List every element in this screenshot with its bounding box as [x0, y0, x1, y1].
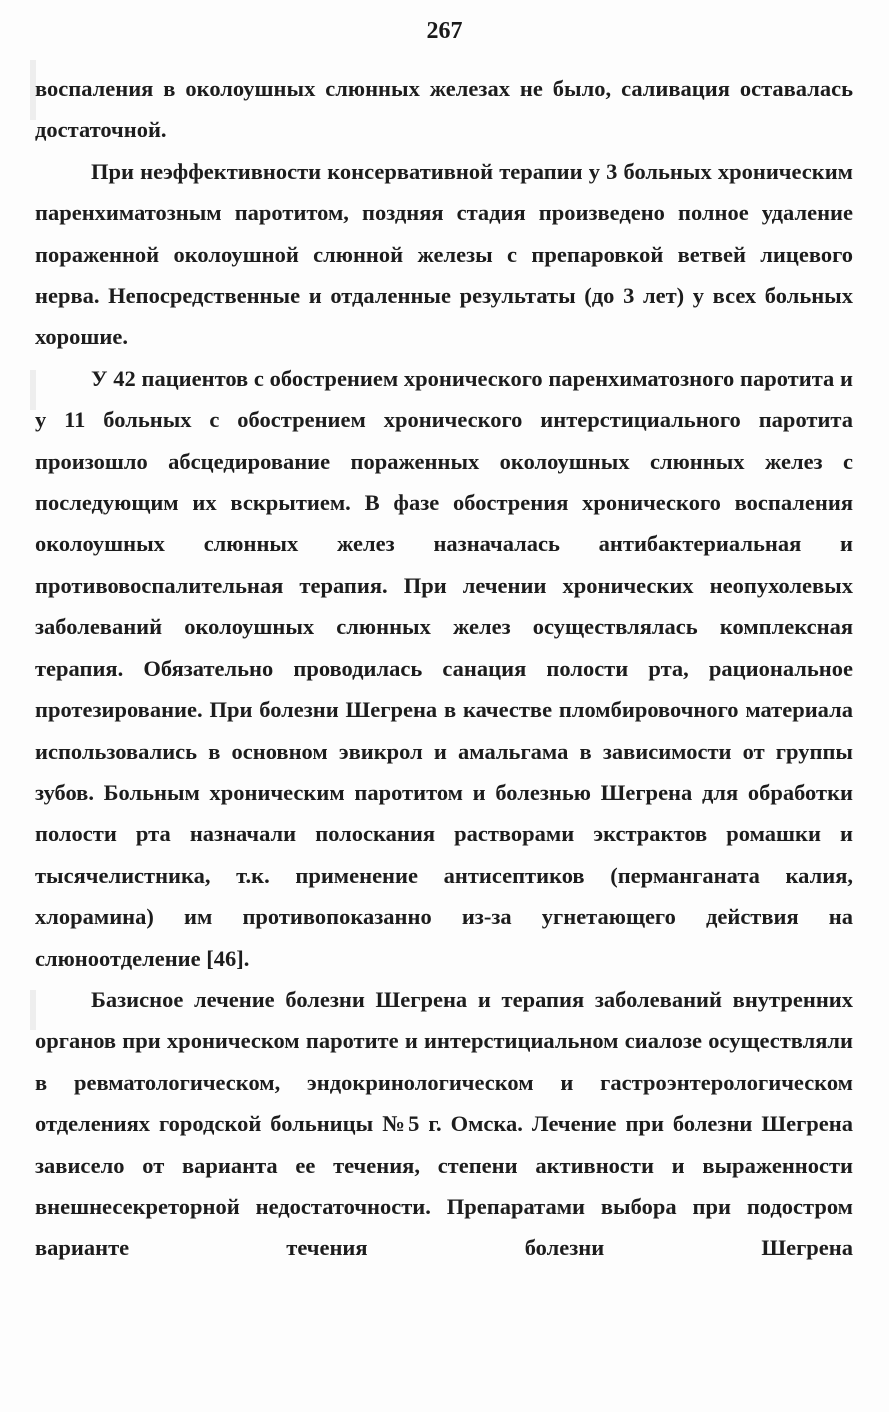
paragraph: У 42 пациентов с обострением хронического паренхиматозного паротита и у 11 больных с обострением хронического интерстициального паротита произошло абсцедирование пораженных околоушных слюнных желез с последующим их вскрытием. В фазе обострения хронического воспаления околоушных слюнных желез назначалась антибактериальная и противовоспалительная терапия. При лечении хронических неопухолевых заболеваний околоушных слюнных желез осуществлялась комплексная терапия. Обязательно проводилась санация полости рта, рациональное протезирование. При болезни Шегрена в качестве пломбировочного материала использовались в основном эвикрол и амальгама в зависимости от группы зубов. Больным хроническим паротитом и болезнью Шегрена для обработки полости рта назначали полоскания растворами экстрактов ромашки и тысячелистника, т.к. применение антисептиков (перманганата калия, хлорамина) им противопоказанно из-за угнетающего действия на слюноотделение [46].	[35, 365, 853, 971]
paragraph: воспаления в околоушных слюнных железах не было, саливация оставалась достаточной.	[35, 76, 853, 143]
paragraph: При неэффективности консервативной терапии у 3 больных хроническим паренхиматозным паротитом, поздняя стадия произведено полное удаление пораженной околоушной слюнной железы с препаровкой ветвей лицевого нерва. Непосредственные и отдаленные результаты (до 3 лет) у всех больных хорошие.	[35, 158, 853, 350]
paragraph: Базисное лечение болезни Шегрена и терапия заболеваний внутренних органов при хроническом паротите и интерстициальном сиалозе осуществляли в ревматологическом, эндокринологическом и гастроэнтерологическом отделениях городской больницы №5 г. Омска. Лечение при болезни Шегрена зависело от варианта ее течения, степени активности и выраженности внешнесекреторной недостаточности. Препаратами выбора при подостром варианте течения болезни Шегрена	[35, 986, 853, 1261]
page-number: 267	[426, 18, 463, 44]
body-text	[35, 68, 853, 1269]
